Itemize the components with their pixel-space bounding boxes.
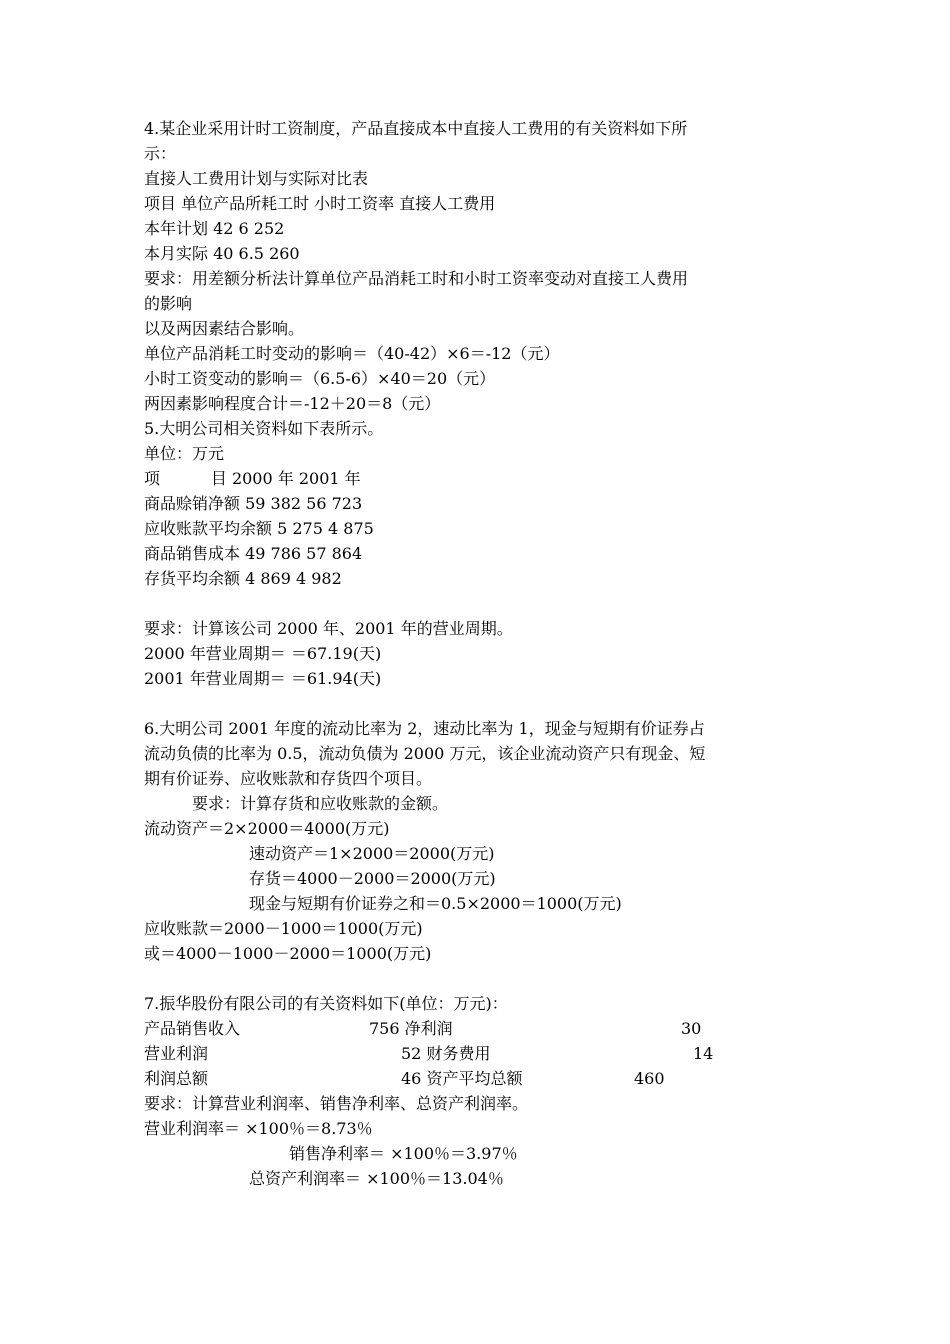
q5-table-header: 项 目 2000 年 2001 年 [144, 469, 361, 488]
q7-r3-mid: 46 资产平均总额 [401, 1069, 523, 1088]
q5-table-row-4: 存货平均余额 4 869 4 982 [144, 569, 342, 588]
q7-answer-1: 营业利润率＝ ×100％＝8.73％ [144, 1119, 373, 1138]
q7-r1-mid: 756 净利润 [369, 1019, 453, 1038]
q4-requirement-cont: 的影响 [144, 294, 193, 313]
q7-answer-3: 总资产利润率＝ ×100％＝13.04％ [249, 1169, 504, 1188]
q6-answer-2: 速动资产＝1×2000＝2000(万元) [249, 844, 495, 863]
spacer [144, 691, 824, 716]
q6-line-1: 6.大明公司 2001 年度的流动比率为 2，速动比率为 1，现金与短期有价证券占 [144, 719, 705, 738]
spacer [144, 966, 824, 991]
q7-r1-label: 产品销售收入 [144, 1019, 241, 1038]
q7-title: 7.振华股份有限公司的有关资料如下(单位：万元)： [144, 994, 508, 1013]
q6-answer-1: 流动资产＝2×2000＝4000(万元) [144, 819, 390, 838]
q5-answer-1: 2000 年营业周期＝ ＝67.19(天) [144, 644, 382, 663]
q5-title: 5.大明公司相关资料如下表所示。 [144, 419, 384, 438]
q7-data-row-1 [144, 1016, 824, 1041]
q4-table-header: 项目 单位产品所耗工时 小时工资率 直接人工费用 [144, 194, 496, 213]
q5-table-row-2: 应收账款平均余额 5 275 4 875 [144, 519, 374, 538]
q4-line-1: 4.某企业采用计时工资制度，产品直接成本中直接人工费用的有关资料如下所 [144, 119, 688, 138]
q4-table-row-actual: 本月实际 40 6.5 260 [144, 244, 300, 263]
q6-line-3: 期有价证券、应收账款和存货四个项目。 [144, 769, 433, 788]
q4-answer-1: 单位产品消耗工时变动的影响＝（40-42）×6＝-12（元） [144, 344, 560, 363]
q5-table-row-1: 商品赊销净额 59 382 56 723 [144, 494, 363, 513]
document-body [144, 116, 824, 1191]
q4-line-2: 示： [144, 144, 177, 163]
q6-answer-3: 存货＝4000－2000＝2000(万元) [249, 869, 496, 888]
q6-requirement: 要求：计算存货和应收账款的金额。 [192, 794, 449, 813]
q7-r3-label: 利润总额 [144, 1069, 209, 1088]
q4-table-row-plan: 本年计划 42 6 252 [144, 219, 285, 238]
q6-answer-5: 应收账款＝2000－1000＝1000(万元) [144, 919, 423, 938]
q7-r2-value: 14 [693, 1044, 714, 1063]
q7-r2-mid: 52 财务费用 [401, 1044, 491, 1063]
q6-answer-4: 现金与短期有价证券之和＝0.5×2000＝1000(万元) [249, 894, 622, 913]
q6-answer-6: 或＝4000－1000－2000＝1000(万元) [144, 944, 432, 963]
q7-r1-value: 30 [681, 1019, 702, 1038]
q4-answer-3: 两因素影响程度合计＝-12＋20＝8（元） [144, 394, 441, 413]
q7-data-row-2 [144, 1041, 824, 1066]
q5-unit: 单位：万元 [144, 444, 225, 463]
q7-data-row-3 [144, 1066, 824, 1091]
q4-answer-2: 小时工资变动的影响＝（6.5-6）×40＝20（元） [144, 369, 496, 388]
q7-r2-label: 营业利润 [144, 1044, 209, 1063]
q5-answer-2: 2001 年营业周期＝ ＝61.94(天) [144, 669, 382, 688]
q5-requirement: 要求：计算该公司 2000 年、2001 年的营业周期。 [144, 619, 513, 638]
q4-requirement: 要求：用差额分析法计算单位产品消耗工时和小时工资率变动对直接工人费用 [144, 269, 689, 288]
q7-r3-value: 460 [634, 1069, 665, 1088]
q6-line-2: 流动负债的比率为 0.5，流动负债为 2000 万元，该企业流动资产只有现金、短 [144, 744, 706, 763]
q7-answer-2: 销售净利率＝ ×100％＝3.97％ [289, 1144, 518, 1163]
q4-requirement-cont-2: 以及两因素结合影响。 [144, 319, 305, 338]
spacer [144, 591, 824, 616]
q5-table-row-3: 商品销售成本 49 786 57 864 [144, 544, 363, 563]
q4-table-title: 直接人工费用计划与实际对比表 [144, 169, 369, 188]
q7-requirement: 要求：计算营业利润率、销售净利率、总资产利润率。 [144, 1094, 529, 1113]
